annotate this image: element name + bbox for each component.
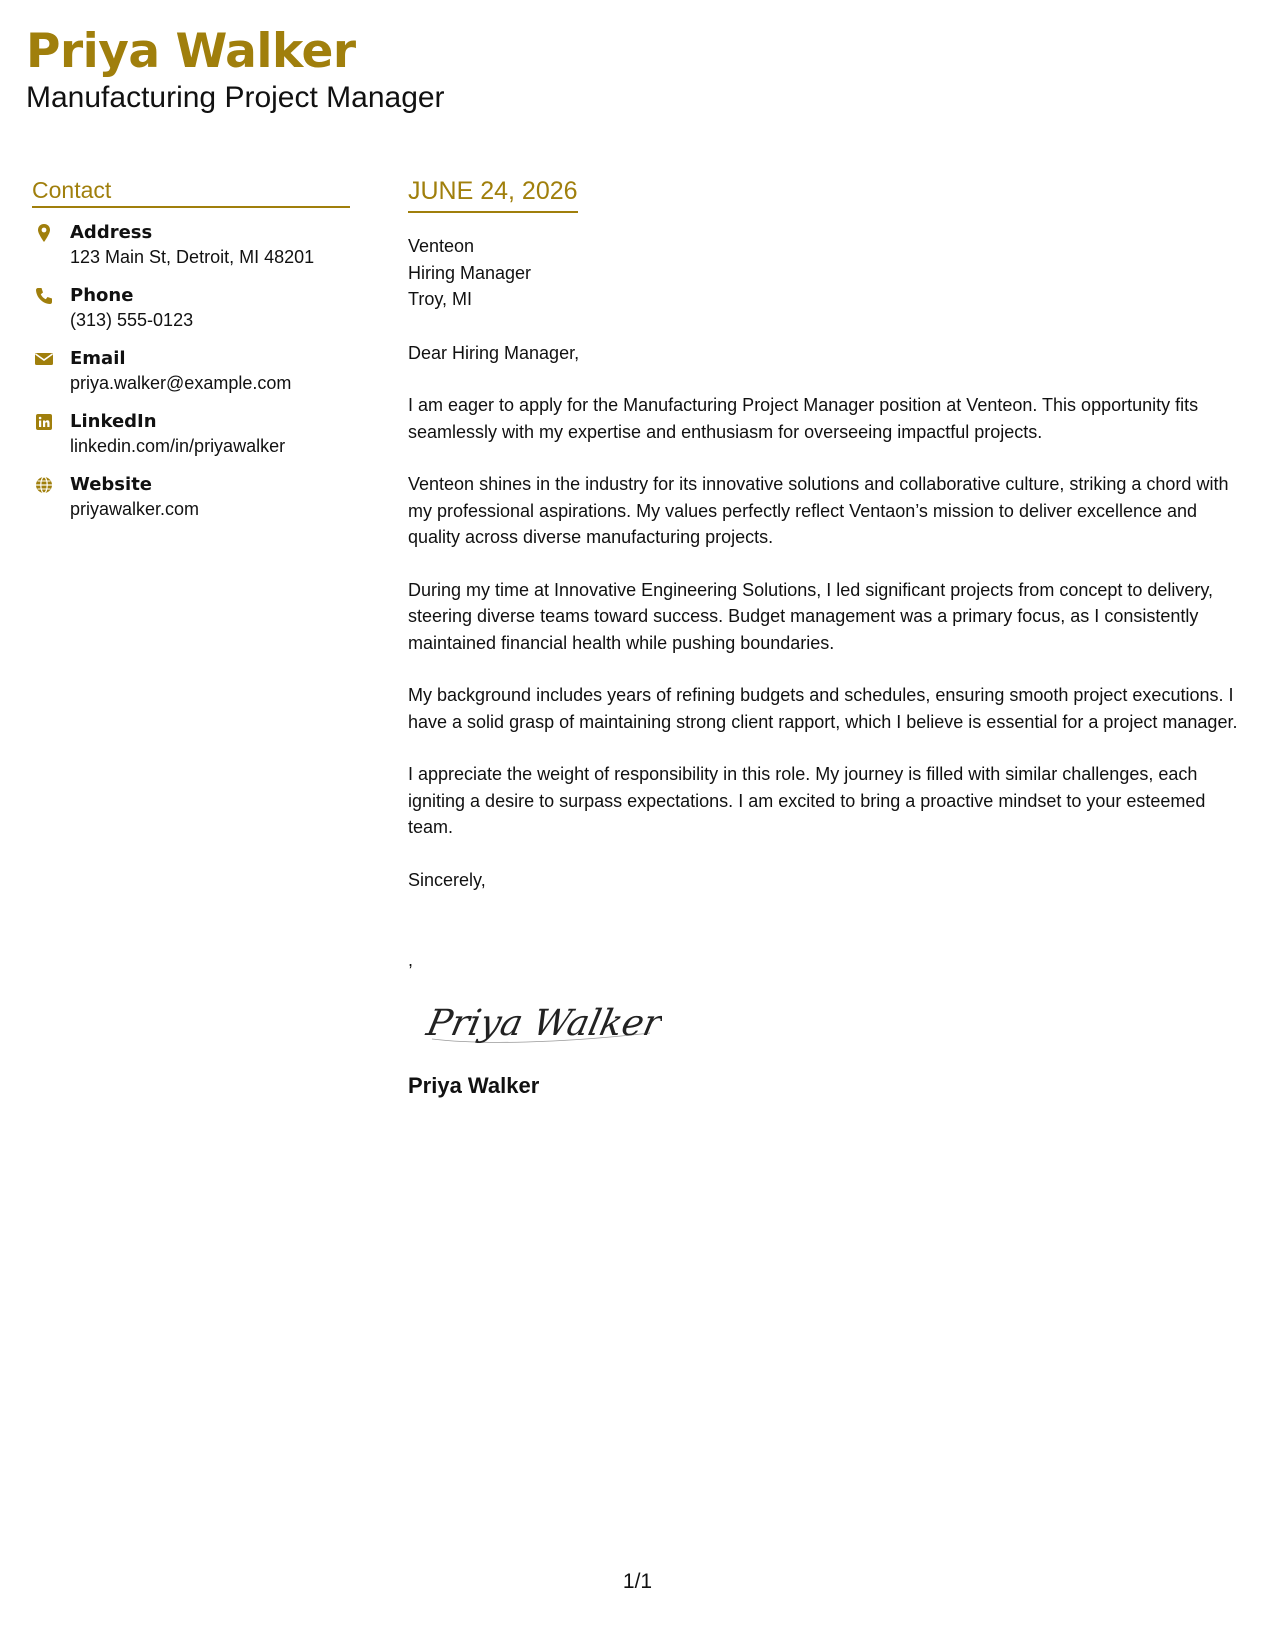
recipient-block <box>408 233 1248 313</box>
applicant-name: Priya Walker <box>26 24 356 79</box>
contact-label: Website <box>70 474 153 495</box>
paragraph: My background includes years of refining budgets and schedules, ensuring smooth project executions. I have a solid grasp of maintaining strong client rapport, which I believe is essential for a project manager. <box>408 685 1238 732</box>
envelope-icon <box>34 349 54 369</box>
letter-date: JUNE 24, 2026 <box>408 176 578 213</box>
contact-label: LinkedIn <box>70 411 157 432</box>
linkedin-icon <box>34 412 54 432</box>
contact-item-email <box>32 346 350 396</box>
closing: Sincerely, <box>408 869 486 890</box>
page-number: 1/1 <box>622 1570 653 1593</box>
signed-name: Priya Walker <box>408 1073 540 1098</box>
globe-icon <box>34 475 54 495</box>
contact-value: linkedin.com/in/priyawalker <box>70 436 286 456</box>
paragraph: I am eager to apply for the Manufacturing Project Manager position at Venteon. This opportunity fits seamlessly with my expertise and enthusiasm for overseeing impactful projects. <box>408 395 1199 442</box>
contact-item-phone <box>32 283 350 333</box>
recipient-location: Troy, MI <box>408 289 472 309</box>
paragraph: Venteon shines in the industry for its innovative solutions and collaborative culture, striking a chord with my professional aspirations. My values perfectly reflect Ventaon’s mission to deliver excellence and quality across diverse manufacturing projects. <box>408 474 1229 547</box>
contact-value: priya.walker@example.com <box>70 373 292 393</box>
handwritten-signature <box>422 993 662 1053</box>
contact-label: Address <box>70 222 153 243</box>
header <box>26 22 445 116</box>
contact-item-website <box>32 472 350 522</box>
contact-value: (313) 555-0123 <box>70 310 194 330</box>
map-pin-icon <box>34 223 54 243</box>
contact-item-linkedin <box>32 409 350 459</box>
greeting: Dear Hiring Manager, <box>408 342 580 363</box>
contact-item-address <box>32 220 350 270</box>
signature-comma: , <box>408 950 414 970</box>
contact-sidebar <box>32 176 350 535</box>
paragraph: I appreciate the weight of responsibility in this role. My journey is filled with similar challenges, each igniting a desire to surpass expectations. I am excited to bring a proactive mindset to your esteemed team. <box>408 764 1206 837</box>
letter-body <box>408 176 1248 1100</box>
contact-title: Contact <box>32 176 350 208</box>
phone-icon <box>34 286 54 306</box>
recipient-title: Hiring Manager <box>408 262 532 283</box>
contact-value: 123 Main St, Detroit, MI 48201 <box>70 247 315 267</box>
paragraph: During my time at Innovative Engineering Solutions, I led significant projects from concept to delivery, steering diverse teams toward success. Budget management was a primary focus, as I consistently maintained financial health while pushing boundaries. <box>408 579 1214 653</box>
signature-text: Priya Walker <box>423 1001 662 1044</box>
contact-label: Email <box>70 348 126 369</box>
recipient-company: Venteon <box>408 236 475 256</box>
contact-value: priyawalker.com <box>70 499 200 519</box>
contact-label: Phone <box>70 285 134 306</box>
applicant-role: Manufacturing Project Manager <box>26 81 445 114</box>
